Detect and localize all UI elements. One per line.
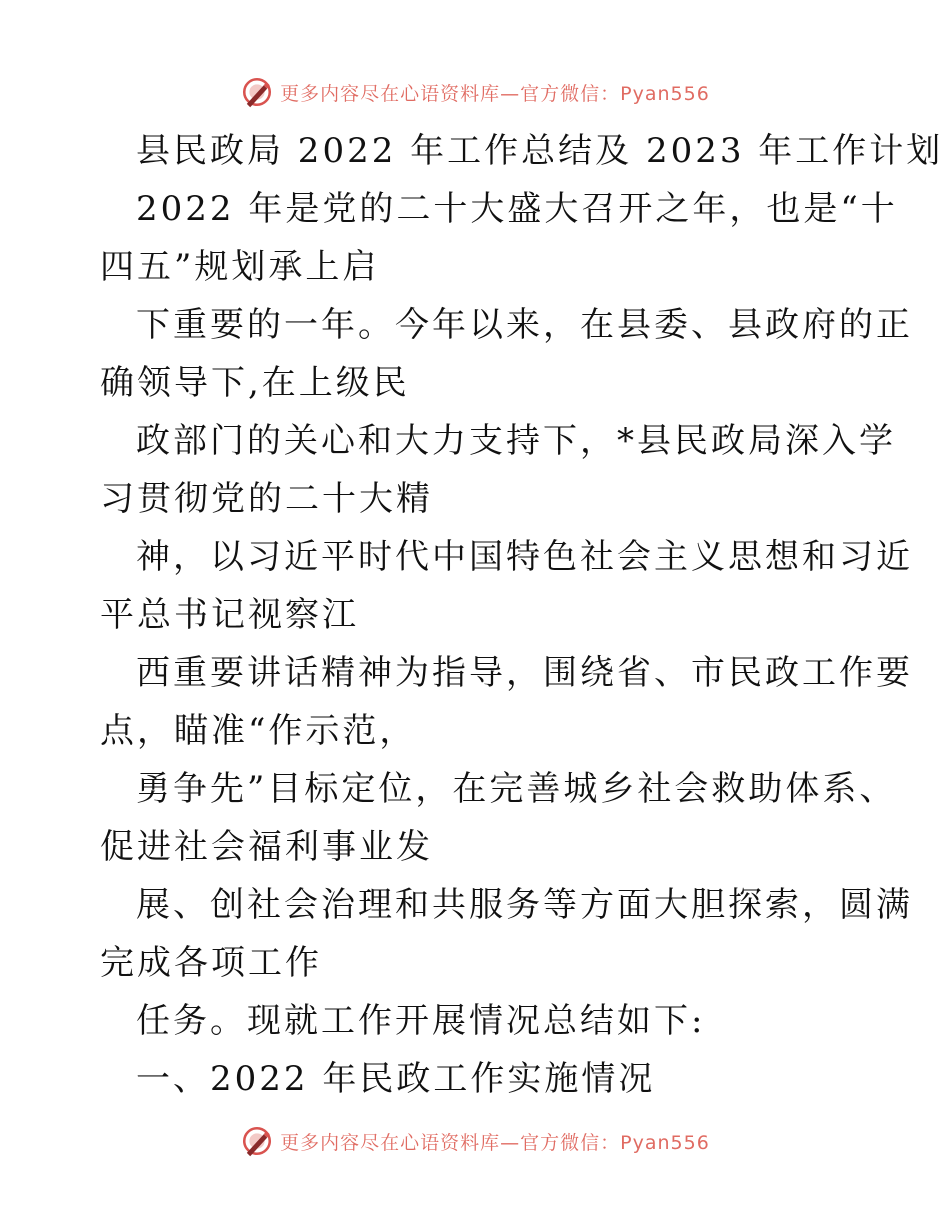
watermark-footer (0, 1121, 950, 1161)
pen-logo-icon (240, 1124, 274, 1158)
text-line: 2022 年是党的二十大盛大召开之年，也是“十 (136, 189, 898, 229)
watermark-text: 更多内容尽在心语资料库—官方微信：Pyan556 (280, 82, 710, 105)
text-line: 促进社会福利事业发 (100, 827, 433, 867)
pen-logo-icon (240, 75, 274, 109)
text-line: 神，以习近平时代中国特色社会主义思想和习近 (136, 537, 913, 577)
text-line: 勇争先”目标定位，在完善城乡社会救助体系、 (136, 769, 897, 809)
text-line: 展、创社会治理和共服务等方面大胆探索，圆满 (136, 885, 913, 925)
watermark-header (0, 72, 950, 112)
text-line: 完成各项工作 (100, 943, 322, 983)
text-line: 一、2022 年民政工作实施情况 (136, 1059, 656, 1099)
text-line: 点，瞄准“作示范， (100, 711, 417, 751)
text-line: 下重要的一年。今年以来，在县委、县政府的正 (136, 305, 913, 345)
text-line: 政部门的关心和大力支持下，*县民政局深入学 (136, 421, 896, 461)
text-line: 平总书记视察江 (100, 595, 359, 635)
document-title: 县民政局 2022 年工作总结及 2023 年工作计划 (136, 131, 944, 171)
document-body (100, 122, 944, 1108)
text-line: 四五”规划承上启 (100, 247, 380, 287)
text-line: 西重要讲话精神为指导，围绕省、市民政工作要 (136, 653, 913, 693)
watermark-text: 更多内容尽在心语资料库—官方微信：Pyan556 (280, 1131, 710, 1154)
text-line: 习贯彻党的二十大精 (100, 479, 433, 519)
text-line: 确领导下,在上级民 (100, 363, 410, 403)
text-line: 任务。现就工作开展情况总结如下: (136, 1001, 706, 1041)
